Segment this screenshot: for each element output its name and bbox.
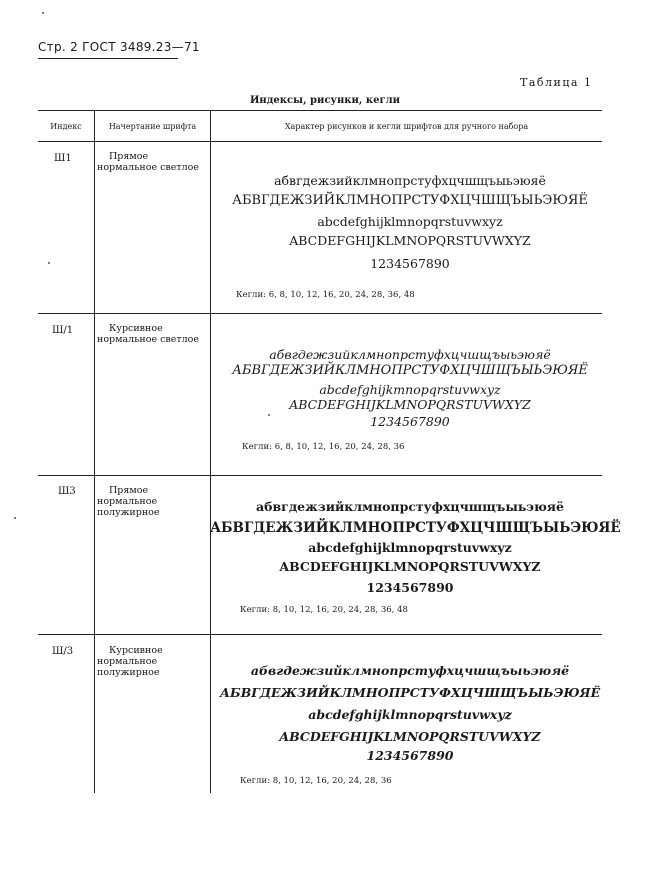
sample-lowercase-cyrillic: абвгдежзийклмнопрстуфхцчшщъыьэюяё [274, 173, 546, 188]
sample-lowercase-latin: abcdefghijklmnopqrstuvwxyz [308, 540, 512, 555]
table-top-rule [38, 110, 602, 111]
point-sizes: Кегли: 8, 10, 12, 16, 20, 24, 28, 36, 48 [240, 605, 408, 615]
table-title: Индексы, рисунки, кегли [249, 95, 401, 106]
row-typeface-name: Курсивное нормальное светлое [97, 323, 200, 345]
sample-lowercase-cyrillic: абвгдежзийклмнопрстуфхцчшщъыьэюяё [256, 499, 564, 514]
column-header-index: Индекс [50, 122, 82, 131]
sample-uppercase-latin: ABCDEFGHIJKLMNOPQRSTUVWXYZ [279, 559, 541, 574]
scan-speck [48, 262, 50, 264]
row-typeface-name: Курсивное нормальное полужирное [97, 645, 163, 678]
sample-lowercase-cyrillic: абвгдежзийклмнопрстуфхцчшщъыьэюяё [269, 347, 551, 362]
sample-uppercase-cyrillic: АБВГДЕЖЗИЙКЛМНОПРСТУФХЦЧШЩЪЫЬЭЮЯЁ [232, 363, 588, 378]
column-header-typeface: Начертание шрифта [108, 122, 197, 131]
row-typeface-name: Прямое нормальное полужирное [97, 485, 160, 518]
sample-digits: 1234567890 [370, 414, 450, 429]
scan-speck [268, 414, 270, 416]
row-divider-1 [38, 313, 602, 314]
row-index: Ш/1 [52, 325, 74, 336]
scan-speck [42, 12, 44, 14]
sample-uppercase-cyrillic: АБВГДЕЖЗИЙКЛМНОПРСТУФХЦЧШЩЪЫЬЭЮЯЁ [232, 193, 588, 208]
row-typeface-name: Прямое нормальное светлое [97, 151, 200, 173]
point-sizes: Кегли: 6, 8, 10, 12, 16, 20, 24, 28, 36 [242, 442, 405, 452]
column-header-sample: Характер рисунков и кегли шрифтов для ручного набора [284, 122, 529, 131]
sample-uppercase-latin: ABCDEFGHIJKLMNOPQRSTUVWXYZ [279, 729, 541, 744]
sample-uppercase-cyrillic: АБВГДЕЖЗИЙКЛМНОПРСТУФХЦЧШЩЪЫЬЭЮЯЁ [210, 520, 621, 536]
sample-uppercase-cyrillic: АБВГДЕЖЗИЙКЛМНОПРСТУФХЦЧШЩЪЫЬЭЮЯЁ [219, 685, 601, 700]
sample-lowercase-cyrillic: абвгдежзийклмнопрстуфхцчшщъыьэюяё [250, 663, 570, 678]
row-divider-3 [38, 634, 602, 635]
row-index: Ш1 [54, 153, 72, 164]
row-index: Ш3 [58, 486, 76, 497]
table-label: Таблица 1 [520, 76, 593, 89]
sample-uppercase-latin: ABCDEFGHIJKLMNOPQRSTUVWXYZ [289, 233, 531, 248]
sample-uppercase-latin: ABCDEFGHIJKLMNOPQRSTUVWXYZ [289, 397, 531, 412]
header-underline [38, 58, 178, 59]
column-divider-1 [94, 110, 95, 793]
scan-speck [14, 517, 16, 519]
sample-lowercase-latin: abcdefghijklmnopqrstuvwxyz [308, 707, 512, 722]
row-index: Ш/3 [52, 646, 74, 657]
sample-digits: 1234567890 [366, 580, 454, 595]
point-sizes: Кегли: 8, 10, 12, 16, 20, 24, 28, 36 [240, 776, 392, 786]
row-divider-2 [38, 475, 602, 476]
point-sizes: Кегли: 6, 8, 10, 12, 16, 20, 24, 28, 36, 48 [236, 290, 415, 300]
sample-digits: 1234567890 [370, 256, 450, 271]
table-header-rule [38, 141, 602, 142]
sample-digits: 1234567890 [366, 748, 454, 763]
sample-lowercase-latin: abcdefghijkmnopqrstuvwxyz [319, 382, 501, 397]
sample-lowercase-latin: abcdefghijklmnopqrstuvwxyz [317, 214, 503, 229]
page-header: Стр. 2 ГОСТ 3489.23—71 [38, 40, 200, 54]
